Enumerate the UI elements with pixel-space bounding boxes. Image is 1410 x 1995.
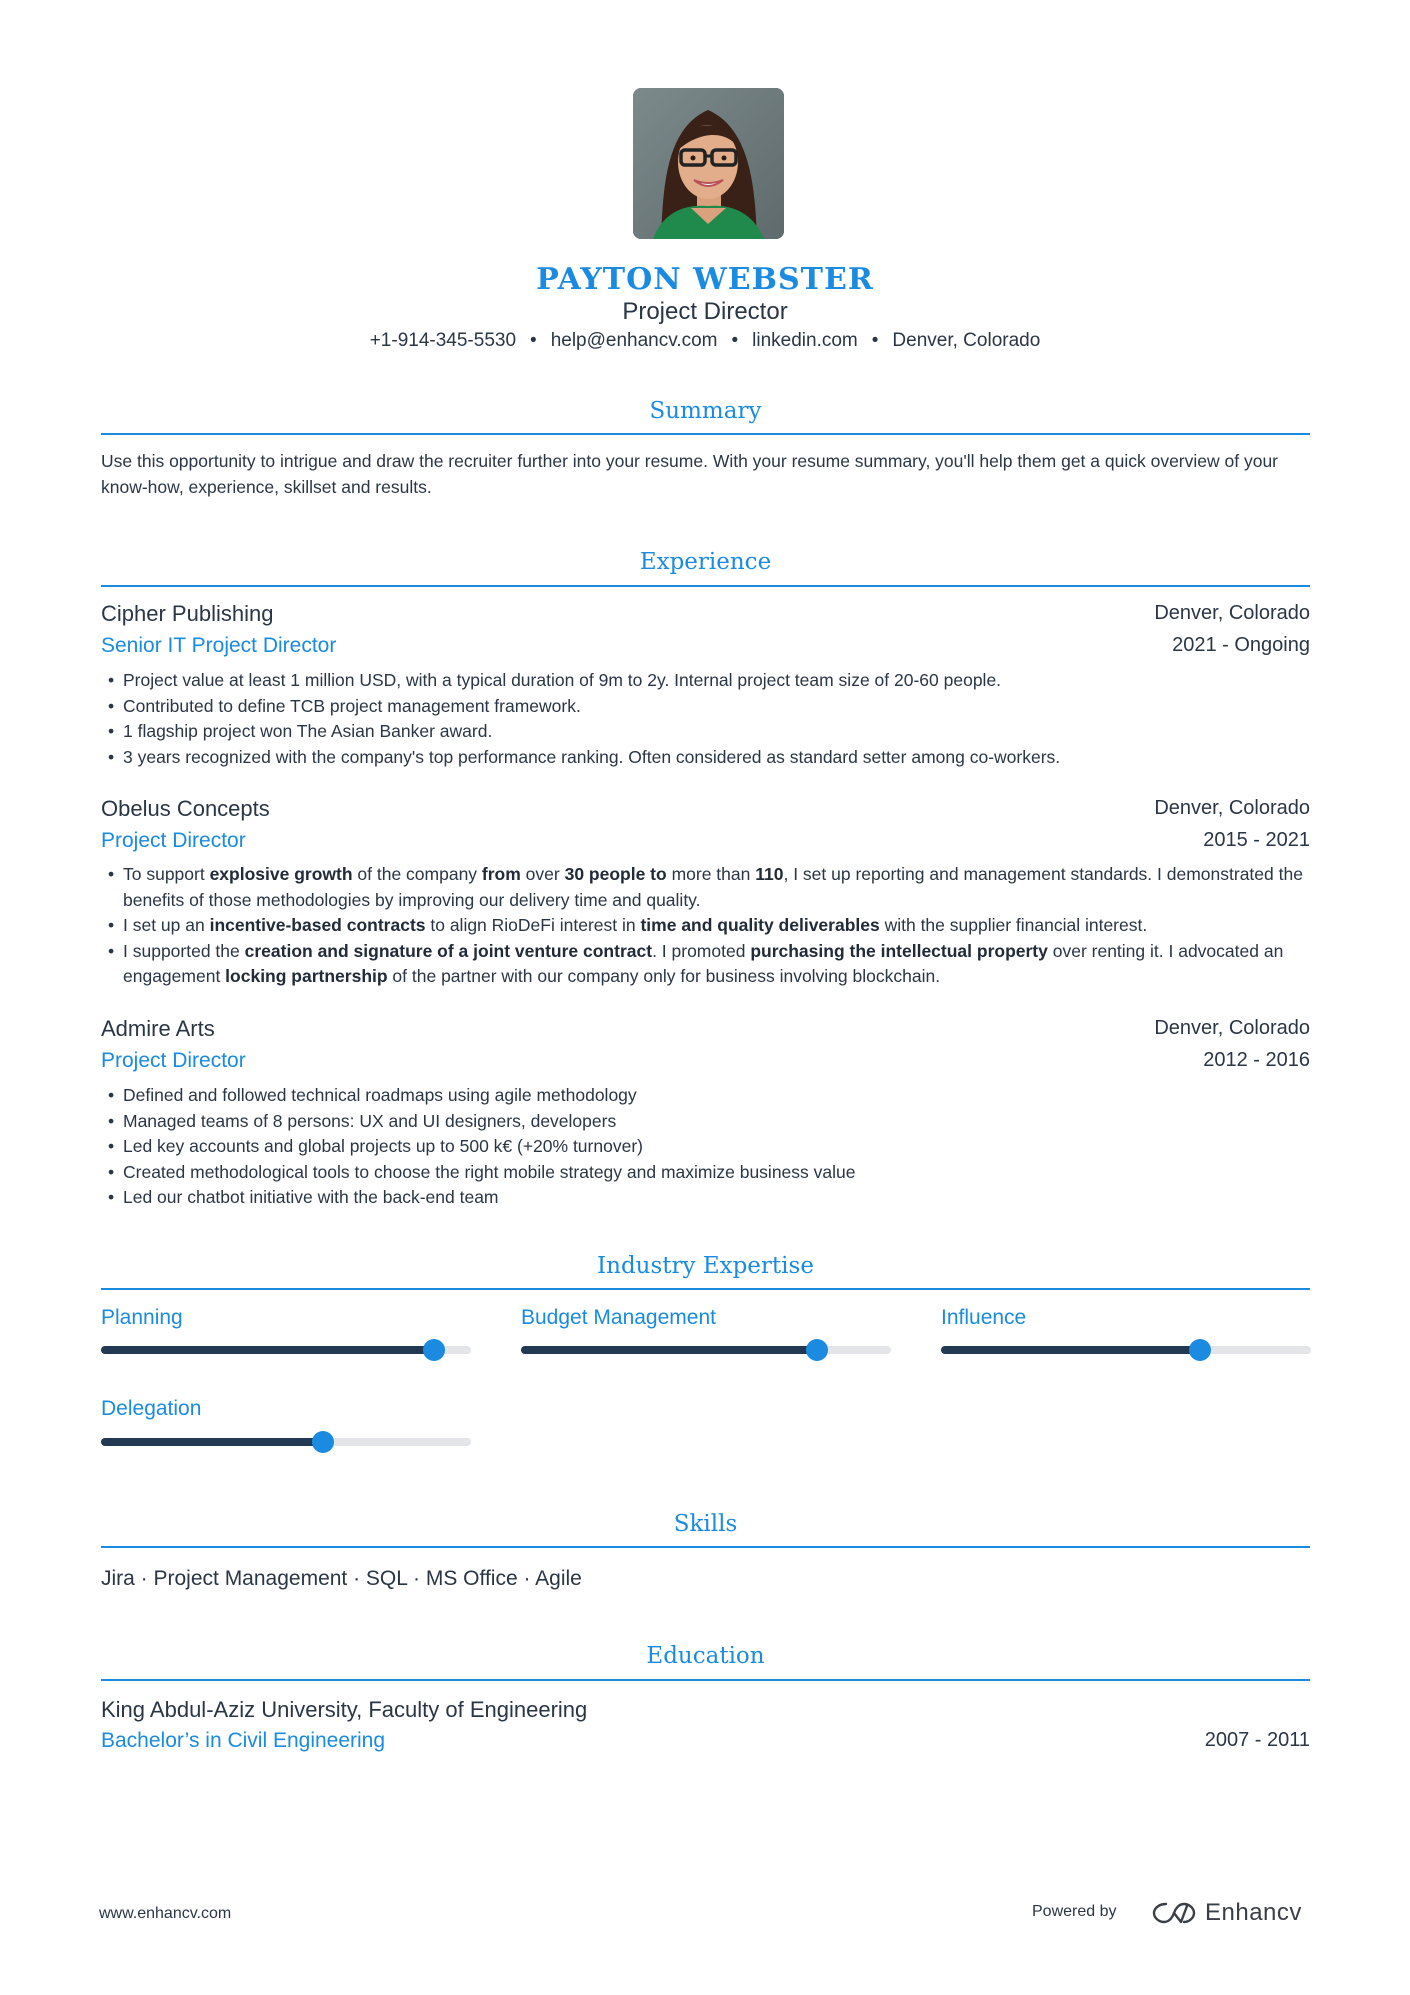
expertise-bar [101, 1438, 471, 1446]
skills-list: Jira · Project Management · SQL · MS Office · Agile [101, 1567, 582, 1590]
job-bullets [101, 862, 1310, 990]
section-divider [101, 433, 1310, 435]
job-bullet: • Managed teams of 8 persons: UX and UI designers, developers [101, 1109, 1310, 1135]
job-bullet: • Contributed to define TCB project management framework. [101, 694, 1310, 720]
section-heading-education: Education [646, 1643, 765, 1669]
brand-name: Enhancv [1205, 1899, 1302, 1926]
contact-separator: • [530, 330, 537, 351]
expertise-bar-fill [101, 1438, 323, 1446]
job-role: Project Director [101, 829, 246, 852]
profile-photo-illustration [633, 88, 784, 239]
section-divider [101, 585, 1310, 587]
contact-separator: • [731, 330, 739, 351]
powered-by-label: Powered by [1032, 1903, 1117, 1920]
job-bullet: • Led key accounts and global projects up to 500 k€ (+20% turnover) [101, 1134, 1310, 1160]
job-bullet: • To support explosive growth of the company from over 30 people to more than 110, I set up reporting and management standards. I demonstrated the benefits of those methodologies by improving our delivery time and quality. [101, 862, 1310, 913]
contact-phone[interactable]: +1-914-345-5530 [369, 330, 517, 351]
job-dates: 2021 - Ongoing [1172, 634, 1310, 656]
job-bullet: • I supported the creation and signature of a joint venture contract. I promoted purchasing the intellectual property over renting it. I advocated an engagement locking partnership of the partner with our company only for business involving blockchain. [101, 939, 1310, 990]
expertise-bar-fill [941, 1346, 1200, 1354]
contact-location: Denver, Colorado [892, 330, 1041, 351]
expertise-label: Budget Management [521, 1306, 716, 1329]
section-heading-experience: Experience [639, 549, 772, 575]
contact-linkedin[interactable]: linkedin.com [752, 330, 858, 351]
brand-logo[interactable] [1151, 1893, 1302, 1933]
candidate-title: Project Director [622, 298, 788, 325]
job-bullet: • I set up an incentive-based contracts to align RioDeFi interest in time and quality deliverables with the supplier financial interest. [101, 913, 1310, 939]
contact-email[interactable]: help@enhancv.com [550, 330, 718, 351]
footer-url[interactable]: www.enhancv.com [99, 1905, 232, 1922]
section-divider [101, 1679, 1310, 1681]
expertise-bar-knob [1189, 1339, 1211, 1361]
expertise-label: Delegation [101, 1397, 202, 1420]
job-bullet: • Defined and followed technical roadmaps using agile methodology [101, 1083, 1310, 1109]
job-dates: 2015 - 2021 [1203, 829, 1310, 851]
job-bullet: • 3 years recognized with the company's top performance ranking. Often considered as standard setter among co-workers. [101, 745, 1310, 771]
job-location: Denver, Colorado [1154, 602, 1310, 624]
section-heading-expertise: Industry Expertise [597, 1253, 814, 1279]
expertise-bar-knob [312, 1431, 334, 1453]
section-divider [101, 1288, 1310, 1290]
expertise-label: Planning [101, 1306, 183, 1329]
expertise-bar-fill [521, 1346, 817, 1354]
expertise-label: Influence [941, 1306, 1027, 1329]
brand-logo-icon [1151, 1900, 1197, 1926]
job-location: Denver, Colorado [1154, 1017, 1310, 1039]
job-company: Obelus Concepts [101, 796, 270, 821]
job-bullets [101, 668, 1310, 770]
job-role: Project Director [101, 1049, 246, 1072]
contact-separator: • [871, 330, 879, 351]
profile-photo [633, 88, 784, 239]
contact-line [0, 330, 1410, 352]
job-bullet: • Created methodological tools to choose the right mobile strategy and maximize business value [101, 1160, 1310, 1186]
job-bullet: • Project value at least 1 million USD, with a typical duration of 9m to 2y. Internal project team size of 20-60 people. [101, 668, 1310, 694]
job-role: Senior IT Project Director [101, 634, 337, 657]
expertise-bar [521, 1346, 891, 1354]
job-bullets [101, 1083, 1310, 1211]
section-divider [101, 1546, 1310, 1548]
expertise-bar [941, 1346, 1311, 1354]
job-location: Denver, Colorado [1154, 797, 1310, 819]
education-degree: Bachelor’s in Civil Engineering [101, 1729, 386, 1752]
section-heading-summary: Summary [649, 398, 762, 424]
candidate-name: PAYTON WEBSTER [536, 262, 874, 297]
job-company: Admire Arts [101, 1016, 215, 1041]
education-dates: 2007 - 2011 [1204, 1729, 1310, 1751]
section-heading-skills: Skills [673, 1511, 738, 1537]
expertise-bar-knob [806, 1339, 828, 1361]
expertise-bar [101, 1346, 471, 1354]
job-dates: 2012 - 2016 [1203, 1049, 1310, 1071]
expertise-bar-knob [423, 1339, 445, 1361]
education-school: King Abdul-Aziz University, Faculty of Engineering [101, 1697, 588, 1722]
summary-text: Use this opportunity to intrigue and draw the recruiter further into your resume. With your resume summary, you'll help them get a quick overview of your know-how, experience, skillset and results. [101, 451, 1279, 497]
expertise-bar-fill [101, 1346, 434, 1354]
job-bullet: • Led our chatbot initiative with the back-end team [101, 1185, 1310, 1211]
job-bullet: • 1 flagship project won The Asian Banker award. [101, 719, 1310, 745]
job-company: Cipher Publishing [101, 601, 274, 626]
